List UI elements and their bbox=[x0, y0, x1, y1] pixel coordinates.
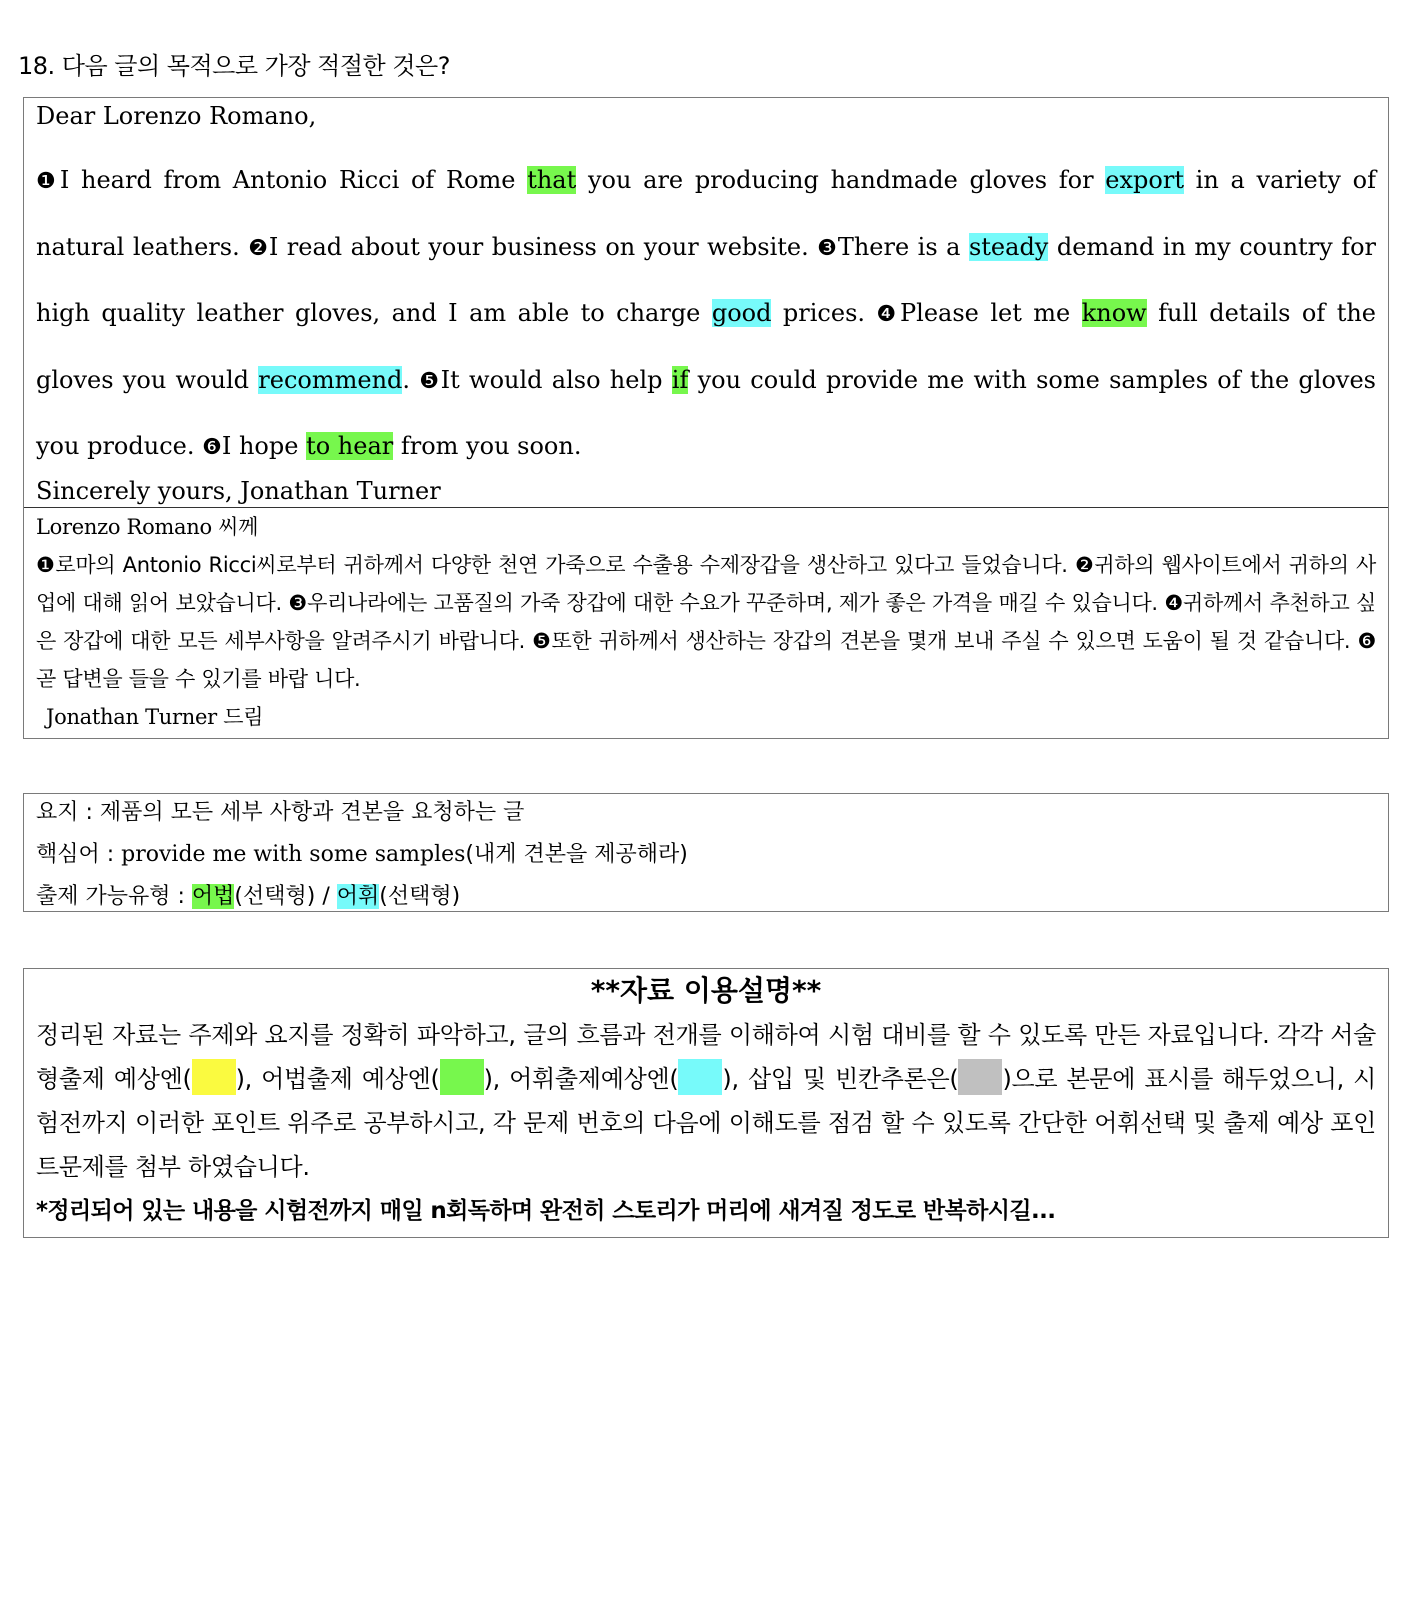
sentence-number-4: ❹ bbox=[876, 302, 901, 327]
passage-text: full details of the gloves you would bbox=[36, 299, 1377, 394]
passage-text: I heard from Antonio Ricci of Rome bbox=[59, 166, 528, 194]
usage-guide-box bbox=[23, 968, 1389, 1238]
vocab-highlight: export bbox=[1105, 166, 1184, 194]
passage-text: . bbox=[402, 365, 420, 394]
vocab-highlight: recommend bbox=[258, 365, 403, 394]
guide-text-5: )으로 본문에 표시를 해두었으니, 시험전까지 이러한 포인트 위주로 공부하시고, 각 문제 번호의 다음에 이해도를 점검 할 수 있도록 간단한 어휘선택 및 출제 예상 포인트문제를 첨부 하였습니다. bbox=[36, 1065, 1376, 1181]
keyword-label: 핵심어 : bbox=[36, 842, 122, 867]
passage-text: in a variety of natural leathers. bbox=[36, 166, 1376, 261]
english-passage bbox=[24, 98, 1388, 507]
sentence-number-1: ❶ bbox=[36, 169, 60, 194]
keyword-line bbox=[36, 834, 1376, 876]
question-title: 18. 다음 글의 목적으로 가장 적절한 것은? bbox=[18, 52, 450, 80]
guide-title: **자료 이용설명** bbox=[590, 974, 822, 1007]
passage-text: It would also help bbox=[440, 365, 672, 394]
type-vocab: 어휘 bbox=[336, 884, 380, 909]
guide-text-3: ), 어휘출제예상엔( bbox=[483, 1065, 679, 1093]
passage-text: There is a bbox=[837, 232, 969, 261]
gist-label: 요지 : bbox=[36, 800, 100, 825]
cyan-swatch bbox=[678, 1059, 722, 1095]
letter-closing: Sincerely yours, Jonathan Turner bbox=[36, 476, 441, 505]
guide-text-2: ), 어법출제 예상엔( bbox=[235, 1065, 440, 1093]
passage-text: prices. bbox=[771, 299, 877, 327]
sentence-number-2: ❷ bbox=[248, 235, 269, 261]
keyword-english: provide me with some samples bbox=[121, 842, 466, 867]
letter-greeting: Dear Lorenzo Romano, bbox=[36, 102, 317, 130]
yellow-swatch bbox=[192, 1059, 236, 1095]
translation-closing: Jonathan Turner 드림 bbox=[46, 704, 264, 729]
grammar-highlight: if bbox=[671, 365, 689, 394]
korean-translation bbox=[24, 508, 1388, 736]
guide-text-4: ), 삽입 및 빈칸추론은( bbox=[722, 1065, 959, 1093]
summary-box bbox=[23, 793, 1389, 912]
passage-text: from you soon. bbox=[393, 432, 582, 460]
passage-text: you are producing handmade gloves for bbox=[576, 166, 1106, 194]
vocab-highlight: good bbox=[711, 299, 772, 327]
guide-note: *정리되어 있는 내용을 시험전까지 매일 n회독하며 완전히 스토리가 머리에 새겨질 정도로 반복하시길... bbox=[36, 1198, 1056, 1224]
passage-box bbox=[23, 97, 1389, 739]
passage-text: I hope bbox=[221, 432, 307, 460]
translation-body: ❶로마의 Antonio Ricci씨로부터 귀하께서 다양한 천연 가죽으로 수출용 수제장갑을 생산하고 있다고 들었습니다. ❷귀하의 웹사이트에서 귀하의 사업에 대해 읽어 보았습니다. ❸우리나라에는 고품질의 가죽 장갑에 대한 수요가 꾸준하며, 제가 좋은 가격을 매길 수 있습니다. ❹귀하께서 추천하고 싶은 장갑에 대한 모든 세부사항을 알려주시기 바랍니다. ❺또한 귀하께서 생산하는 장갑의 견본을 몇개 보내 주실 수 있으면 도움이 될 것 같습니다. ❻곧 답변을 들을 수 있기를 바랍 니다. bbox=[36, 552, 1376, 691]
sentence-number-3: ❸ bbox=[817, 235, 838, 261]
vocab-highlight: steady bbox=[968, 232, 1049, 261]
sentence-number-5: ❺ bbox=[419, 368, 441, 394]
passage-text: demand in my country for high quality leather gloves, and I am able to charge bbox=[36, 232, 1377, 327]
grammar-highlight: to hear bbox=[306, 432, 394, 460]
guide-text-1: 정리된 자료는 주제와 요지를 정확히 파악하고, 글의 흐름과 전개를 이해하여 시험 대비를 할 수 있도록 만든 자료입니다. 각각 서술형출제 예상엔( bbox=[36, 1021, 1376, 1093]
translation-greeting: Lorenzo Romano 씨께 bbox=[36, 514, 259, 539]
passage-text: Please let me bbox=[900, 299, 1082, 327]
green-swatch bbox=[440, 1059, 484, 1095]
gist-line bbox=[36, 792, 1376, 834]
grammar-highlight: know bbox=[1081, 299, 1147, 327]
letter-body bbox=[36, 148, 1376, 481]
type-grammar-suffix: (선택형) / bbox=[234, 884, 337, 909]
gray-swatch bbox=[958, 1059, 1002, 1095]
passage-text: I read about your business on your website. bbox=[268, 232, 818, 261]
summary-content bbox=[24, 792, 1388, 918]
gist-text: 제품의 모든 세부 사항과 견본을 요청하는 글 bbox=[99, 800, 525, 825]
type-grammar: 어법 bbox=[191, 884, 235, 909]
sentence-number-6: ❻ bbox=[202, 435, 222, 460]
type-vocab-suffix: (선택형) bbox=[379, 884, 461, 909]
passage-text: you could provide me with some samples of the gloves you produce. bbox=[36, 365, 1376, 460]
types-label: 출제 가능유형 : bbox=[36, 884, 192, 909]
grammar-highlight: that bbox=[527, 166, 577, 194]
types-line bbox=[36, 876, 1376, 918]
guide-body bbox=[24, 1013, 1388, 1189]
keyword-korean: (내게 견본을 제공해라) bbox=[465, 842, 688, 867]
